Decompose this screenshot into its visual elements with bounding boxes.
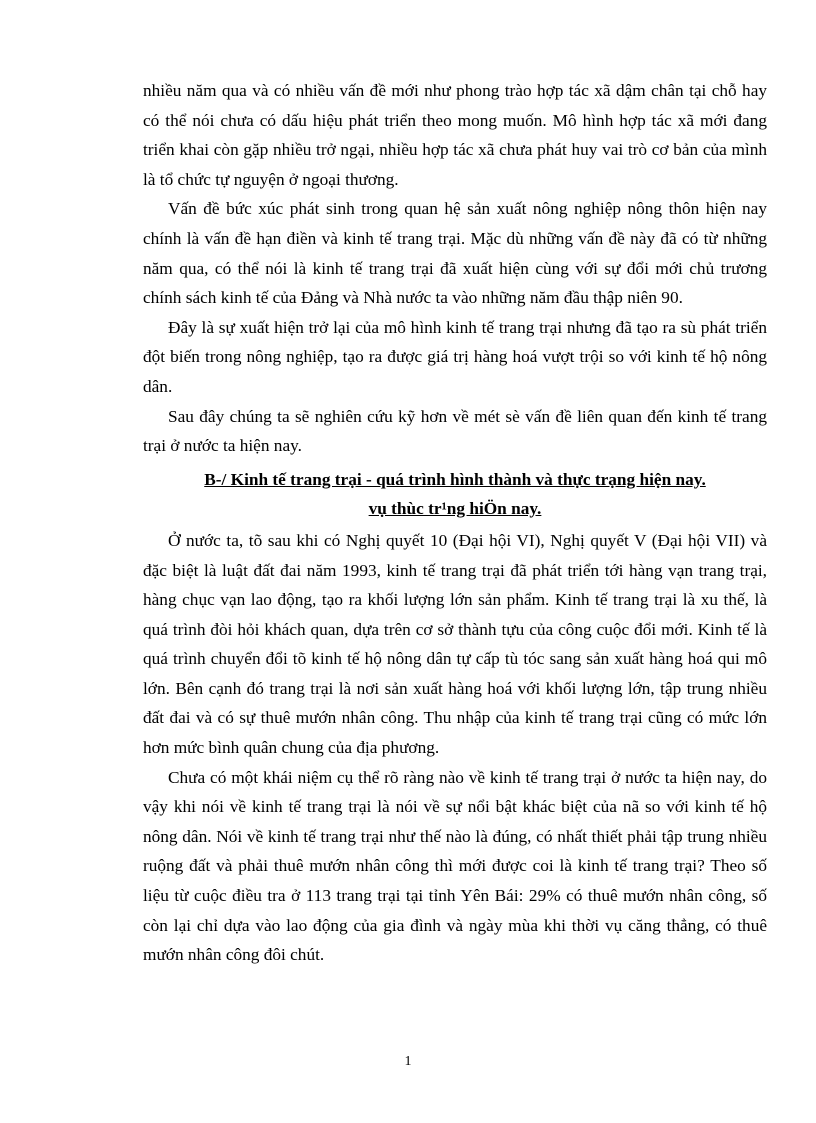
paragraph: Ở nước ta, tõ sau khi có Nghị quyết 10 (Đại hội VI), Nghị quyết V (Đại hội VII) và đặc biệt là luật đất đai năm 1993, kinh tế trang trại đã phát triển tới hàng vạn trang trại, hàng chục vạn lao động, tạo ra khối lượng lớn sản phẩm. Kinh tế trang trại là xu thế, là quá trình đòi hỏi khách quan, dựa trên cơ sở thành tựu của công cuộc đổi mới. Kinh tế là quá trình chuyển đổi tõ kinh tế hộ nông dân tự cấp tù tóc sang sản xuất hàng hoá qui mô lớn. Bên cạnh đó trang trại là nơi sản xuất hàng hoá với khối lượng lớn, tập trung nhiều đất đai và có sự thuê mướn nhân công. Thu nhập của kinh tế trang trại cũng có mức lớn hơn mức bình quân chung của địa phương. (143, 530, 767, 758)
paragraph: Sau đây chúng ta sẽ nghiên cứu kỹ hơn về mét sè vấn đề liên quan đến kinh tế trang trại ở nước ta hiện nay. (143, 406, 767, 456)
paragraph: Vấn đề bức xúc phát sinh trong quan hệ sản xuất nông nghiệp nông thôn hiện nay chính là vấn đề hạn điền và kinh tế trang trại. Mặc dù những vấn đề này đã có từ những năm qua, có thể nói là kinh tế trang trại đã xuất hiện cùng với sự đổi mới chủ trương chính sách kinh tế của Đảng và Nhà nước ta vào những năm đầu thập niên 90. (143, 199, 767, 308)
section-heading (143, 465, 767, 524)
paragraph: Chưa có một khái niệm cụ thể rõ ràng nào về kinh tế trang trại ở nước ta hiện nay, do vậy khi nói về kinh tế trang trại là nói về sự nổi bật khác biệt của nã so với kinh tế hộ nông dân. Nói về kinh tế trang trại như thế nào là đúng, có nhất thiết phải tập trung nhiều ruộng đất và phải thuê mướn nhân công thì mới được coi là kinh tế trang trại? Theo số liệu từ cuộc điều tra ở 113 trang trại tại tỉnh Yên Bái: 29% có thuê mướn nhân công, số còn lại chỉ dựa vào lao động của gia đình và ngày mùa khi thời vụ căng thẳng, có thuê mướn nhân công đôi chút. (143, 767, 767, 965)
section-heading-line-2: vụ thùc tr¹ng hiÖn nay. (368, 499, 542, 519)
paragraph: nhiều năm qua và có nhiều vấn đề mới như phong trào hợp tác xã dậm chân tại chỗ hay có thể nói chưa có dấu hiệu phát triển theo mong muốn. Mô hình hợp tác xã mới đang triển khai còn gặp nhiều trở ngại, nhiều hợp tác xã chưa phát huy vai trò cơ bản của mình là tổ chức tự nguyện ở ngoại thương. (143, 81, 767, 189)
section-heading-line-1: B-/ Kinh tế trang trại - quá trình hình thành và thực trạng hiện nay. (204, 469, 706, 489)
paragraph: Đây là sự xuất hiện trở lại của mô hình kinh tế trang trại nhưng đã tạo ra sù phát triển đột biến trong nông nghiệp, tạo ra được giá trị hàng hoá vượt trội so với kinh tế hộ nông dân. (143, 317, 767, 396)
page-number: 1 (404, 1054, 412, 1069)
body-text (143, 76, 767, 970)
